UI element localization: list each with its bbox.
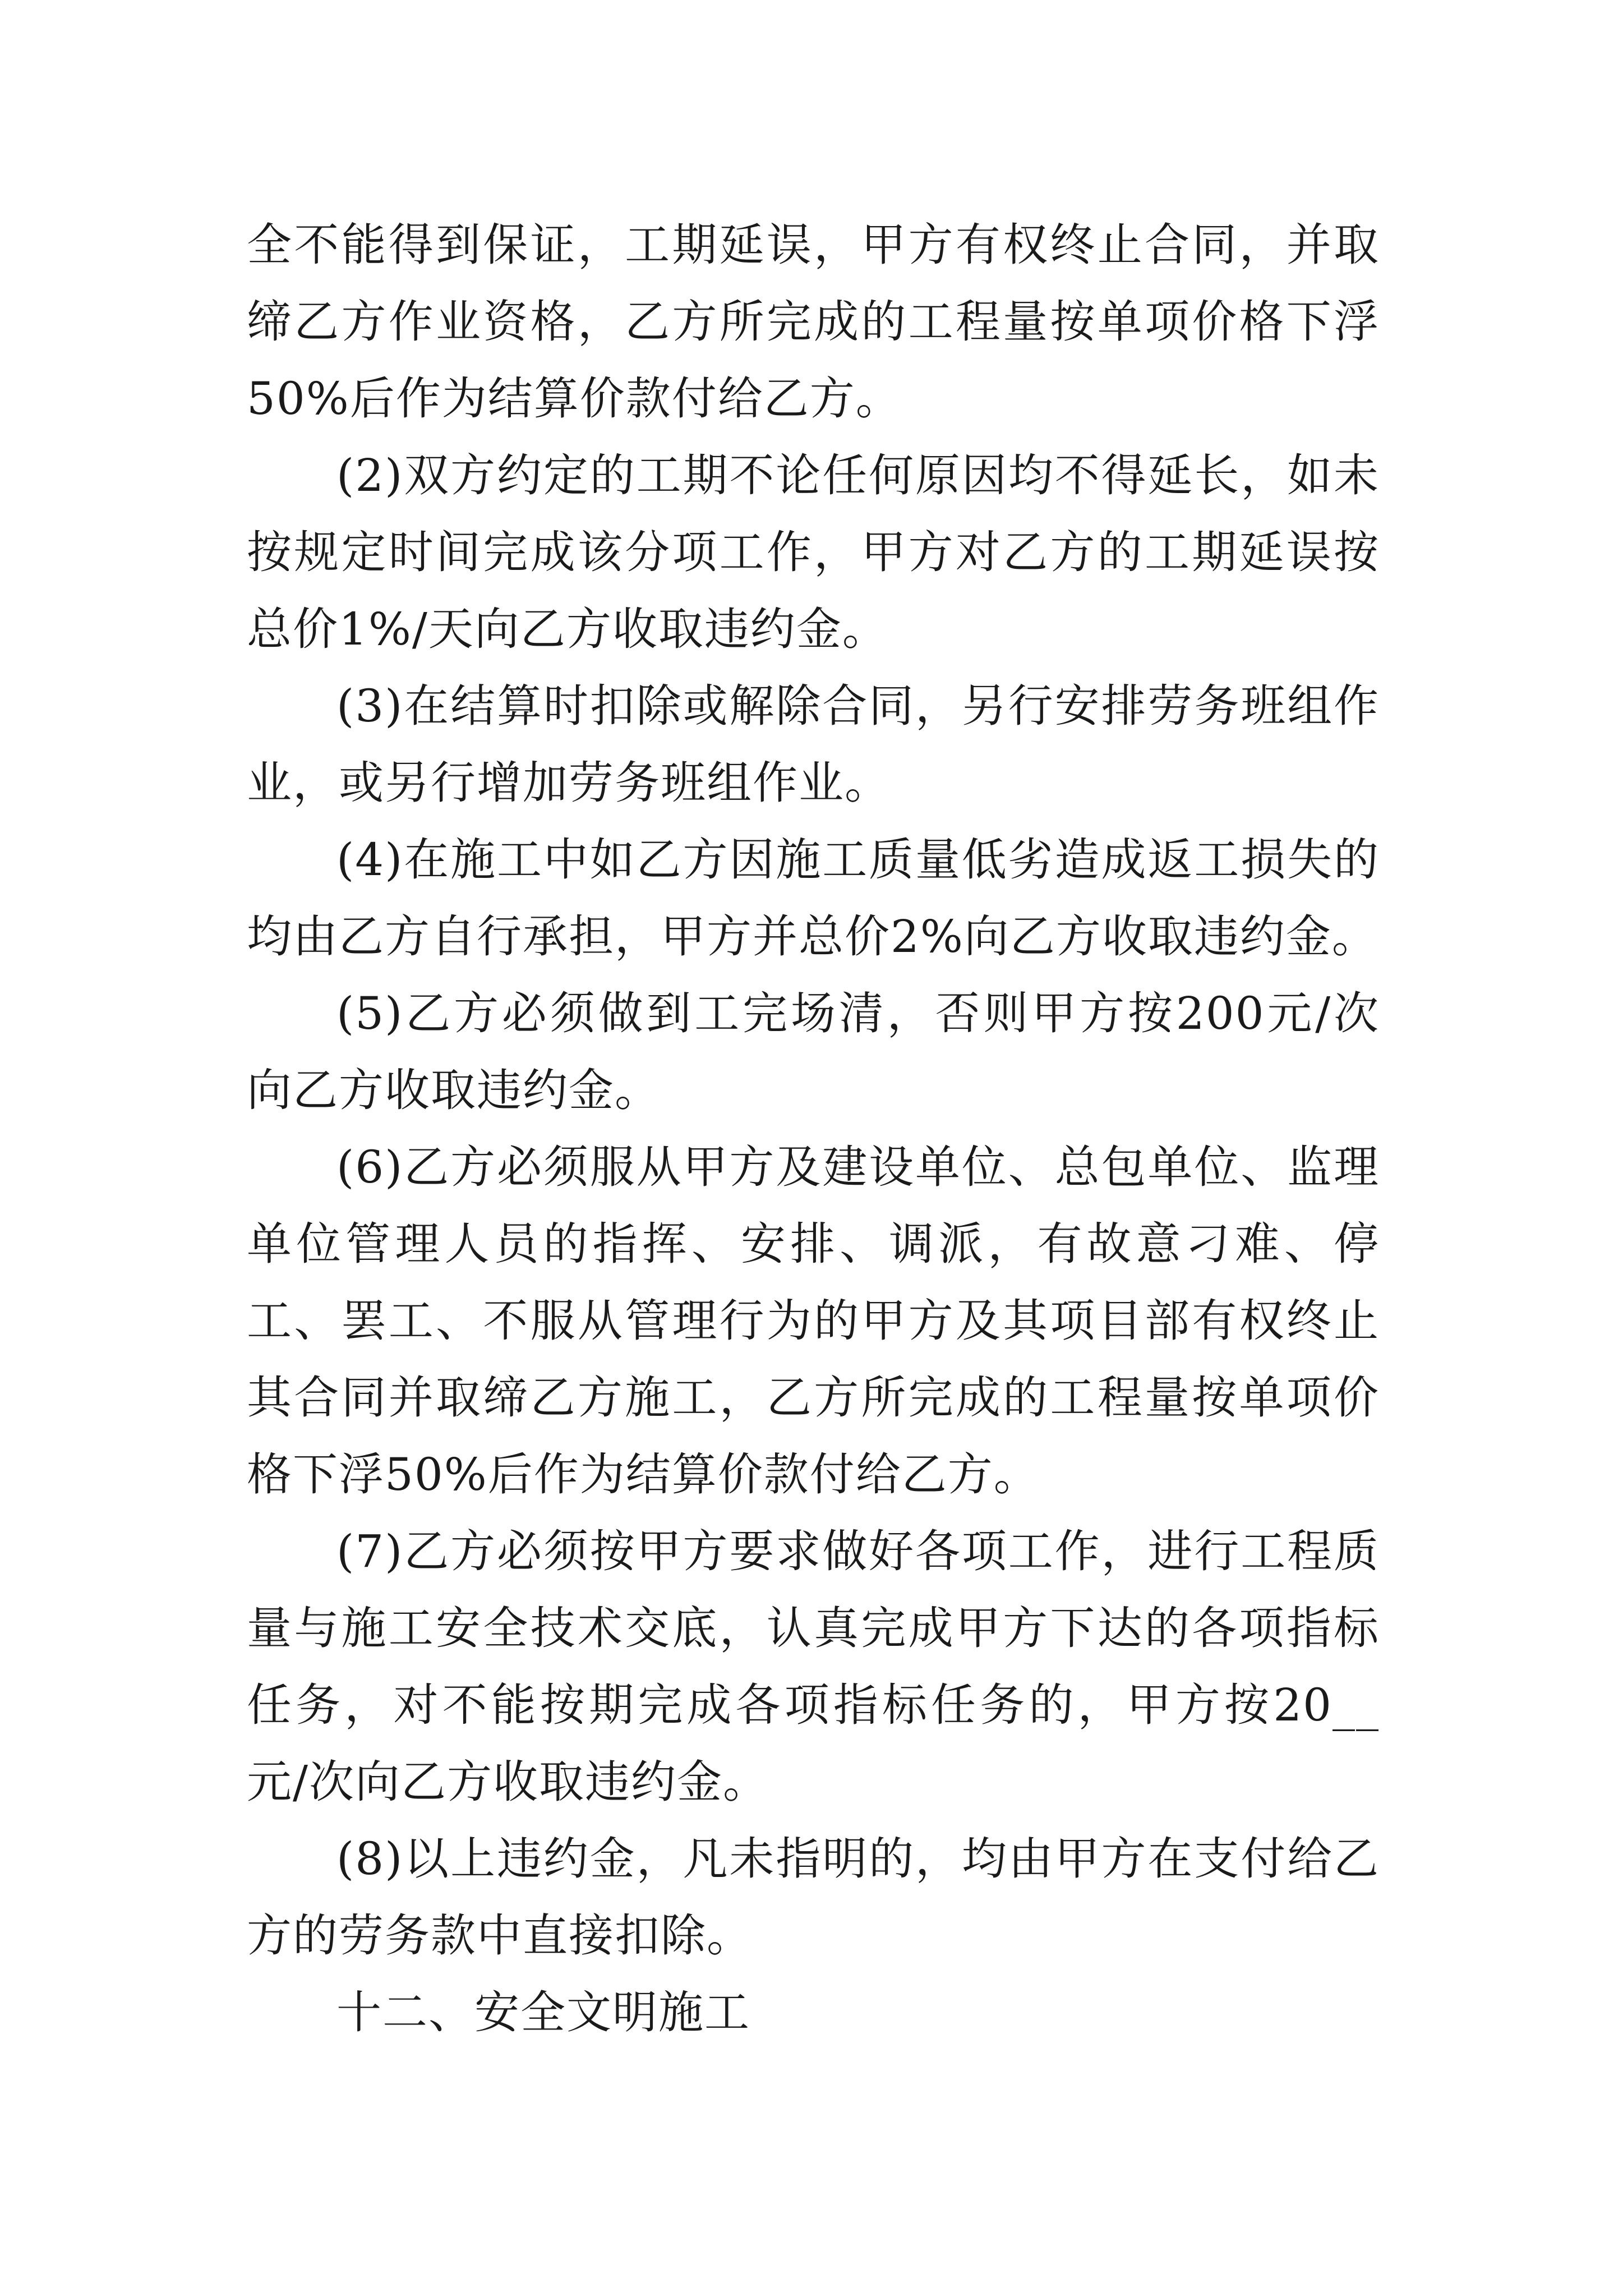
clause-7: (7)乙方必须按甲方要求做好各项工作，进行工程质量与施工安全技术交底，认真完成甲方下达的各项指标任务，对不能按期完成各项指标任务的，甲方按20__元/次向乙方收取违约金。 [247,1525,1380,1808]
paragraph-continuation: 全不能得到保证，工期延误，甲方有权终止合同，并取缔乙方作业资格，乙方所完成的工程量按单项价格下浮50%后作为结算价款付给乙方。 [247,219,1380,425]
clause-8: (8)以上违约金，凡未指明的，均由甲方在支付给乙方的劳务款中直接扣除。 [247,1833,1380,1962]
clause-6: (6)乙方必须服从甲方及建设单位、总包单位、监理单位管理人员的指挥、安排、调派，有故意刁难、停工、罢工、不服从管理行为的甲方及其项目部有权终止其合同并取缔乙方施工，乙方所完成的工程量按单项价格下浮50%后作为结算价款付给乙方。 [247,1141,1380,1501]
clause-5: (5)乙方必须做到工完场清，否则甲方按200元/次向乙方收取违约金。 [247,987,1380,1116]
section-heading-12: 十二、安全文明施工 [336,1986,750,2039]
clause-3: (3)在结算时扣除或解除合同，另行安排劳务班组作业，或另行增加劳务班组作业。 [247,680,1380,809]
clause-2: (2)双方约定的工期不论任何原因均不得延长，如未按规定时间完成该分项工作，甲方对乙方的工期延误按总价1%/天向乙方收取违约金。 [247,449,1380,655]
clause-4: (4)在施工中如乙方因施工质量低劣造成返工损失的均由乙方自行承担，甲方并总价2%向乙方收取违约金。 [247,834,1380,963]
document-body [247,206,1380,2051]
